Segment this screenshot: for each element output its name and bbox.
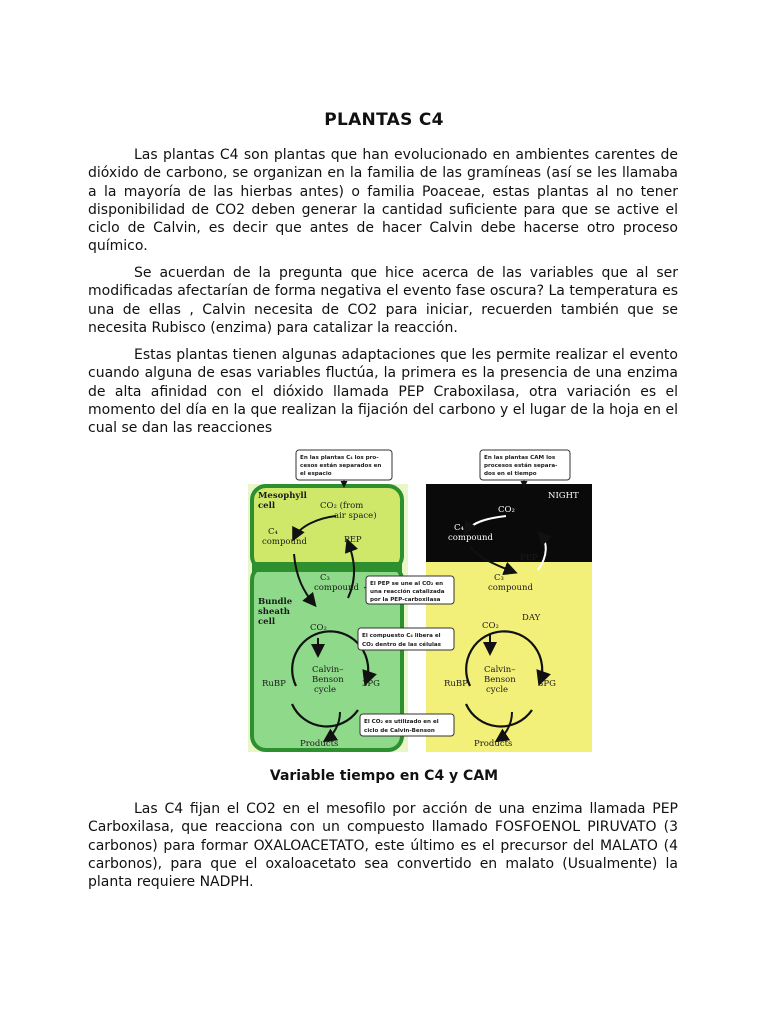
page-title: PLANTAS C4 bbox=[324, 110, 444, 130]
paragraph-c4-fixation bbox=[88, 800, 678, 891]
label-co2-from: CO₂ (from bbox=[320, 501, 364, 511]
label-day: DAY bbox=[522, 613, 541, 623]
note-c4-release bbox=[358, 628, 454, 650]
label-mesophyll: Mesophyll bbox=[258, 491, 307, 501]
label-cam-calvin: Calvin– bbox=[484, 665, 516, 675]
label-cam-c3: C₃ bbox=[494, 573, 504, 583]
label-cam-rubp: RuBP bbox=[444, 679, 468, 689]
paragraph-adaptations-text: Estas plantas tienen algunas adaptaciones que les permite realizar el evento cuando alguna de esas variables fluctúa, la primera es la presencia de una enzima de alta afinidad con el dióxido llamada PEP Craboxilasa, otra variación es el momento del día en la que realizan la fijación del carbono y el lugar de la hoja en el cual se dan las reacciones bbox=[88, 347, 678, 437]
label-3pg: 3PG bbox=[362, 679, 380, 689]
label-c4: C₄ bbox=[268, 527, 278, 537]
note-cam-line2: procesos están separa- bbox=[484, 463, 558, 469]
svg-text:El PEP se une al CO₂ en: El PEP se une al CO₂ en bbox=[370, 581, 444, 587]
label-cam-c3-compound: compound bbox=[488, 583, 533, 593]
label-cam-3pg: 3PG bbox=[538, 679, 556, 689]
label-c4-compound: compound bbox=[262, 537, 307, 547]
note-cam-line3: dos en el tiempo bbox=[484, 471, 537, 477]
paragraph-variables bbox=[88, 264, 678, 337]
svg-text:por la PEP-carboxilasa: por la PEP-carboxilasa bbox=[370, 597, 441, 603]
label-c3: C₃ bbox=[320, 573, 330, 583]
note-co2-calvin bbox=[360, 714, 454, 736]
label-mesophyll-cell: cell bbox=[258, 501, 276, 511]
label-products: Products bbox=[300, 739, 339, 749]
label-c3-compound: compound bbox=[314, 583, 359, 593]
svg-text:El CO₂ es utilizado en el: El CO₂ es utilizado en el bbox=[364, 719, 439, 725]
label-pep: PEP bbox=[344, 535, 362, 545]
label-night: NIGHT bbox=[548, 491, 579, 501]
svg-text:CO₂ dentro de las células: CO₂ dentro de las células bbox=[362, 642, 442, 648]
label-rubp: RuBP bbox=[262, 679, 286, 689]
label-cam-cycle: cycle bbox=[486, 685, 509, 695]
label-air-space: air space) bbox=[334, 511, 377, 521]
paragraph-adaptations bbox=[88, 346, 678, 437]
svg-text:El compuesto C₄ libera el: El compuesto C₄ libera el bbox=[362, 633, 441, 639]
note-cam-line1: En las plantas CAM los bbox=[484, 455, 556, 461]
label-co2-bundle: CO₂ bbox=[310, 623, 327, 633]
label-cam-c4: C₄ bbox=[454, 523, 464, 533]
label-cam-pep: PEP bbox=[520, 553, 538, 563]
label-cycle: cycle bbox=[314, 685, 337, 695]
note-c4-line1: En las plantas C₄ los pro- bbox=[300, 455, 379, 461]
svg-text:una reacción catalizada: una reacción catalizada bbox=[370, 589, 445, 595]
label-calvin: Calvin– bbox=[312, 665, 344, 675]
paragraph-intro bbox=[88, 146, 678, 256]
note-c4-line3: el espacio bbox=[300, 471, 332, 477]
note-c4-line2: cesos están separados en bbox=[300, 463, 382, 469]
paragraph-c4-fixation-text: Las C4 fijan el CO2 en el mesofilo por acción de una enzima llamada PEP Carboxilasa, que reacciona con un compuesto llamado FOSFOENOL PIRUVATO (3 carbonos) para formar OXALOACETATO, este último es el precursor del MALATO (4 carbonos), para que el oxaloacetato sea convertido en malato (Usualmente) la planta requiere NADPH. bbox=[88, 801, 678, 891]
label-cam-co2: CO₂ bbox=[482, 621, 499, 631]
c4-cam-diagram bbox=[248, 446, 592, 758]
label-cam-benson: Benson bbox=[484, 675, 516, 685]
label-cam-products: Products bbox=[474, 739, 513, 749]
paragraph-intro-text: Las plantas C4 son plantas que han evolucionado en ambientes carentes de dióxido de carbono, se organizan en la familia de las gramíneas (así se les llamaba a la mayoría de las hierbas antes) o familia Poaceae, estas plantas al no tener disponibilidad de CO2 deben generar la cantidad suficiente para que se active el ciclo de Calvin, es decir que antes de hacer Calvin debe hacerse otro proceso químico. bbox=[88, 147, 678, 255]
svg-text:ciclo de Calvin-Benson: ciclo de Calvin-Benson bbox=[364, 728, 435, 734]
label-benson: Benson bbox=[312, 675, 344, 685]
note-pep-binding bbox=[364, 576, 454, 604]
label-sheath: sheath bbox=[258, 607, 290, 617]
label-bundle: Bundle bbox=[258, 597, 293, 607]
label-bundle-cell: cell bbox=[258, 617, 276, 627]
paragraph-variables-text: Se acuerdan de la pregunta que hice acerca de las variables que al ser modificadas afectarían de forma negativa el evento fase oscura? La temperatura es una de ellas , Calvin necesita de CO2 para iniciar, recuerden también que se necesita Rubisco (enzima) para catalizar la reacción. bbox=[88, 265, 678, 336]
label-cam-c4-compound: compound bbox=[448, 533, 493, 543]
figure-caption: Variable tiempo en C4 y CAM bbox=[269, 768, 499, 784]
label-cam-co2-top: CO₂ bbox=[498, 505, 515, 515]
